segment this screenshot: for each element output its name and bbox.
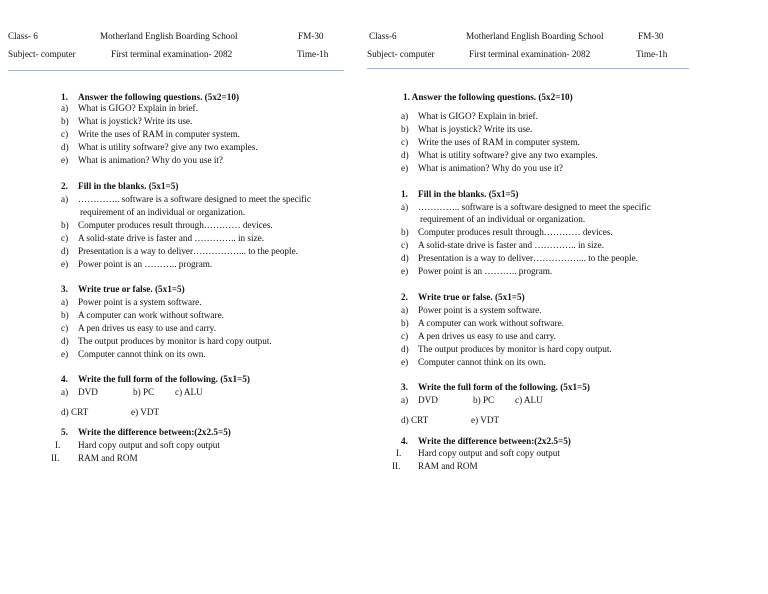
q2-title: Fill in the blanks. (5x1=5) [78, 181, 179, 191]
list-marker: c) [401, 331, 409, 341]
list-marker: c) [401, 137, 409, 147]
list-marker: a) [401, 202, 409, 212]
q4-title: Write the full form of the following. (5x1=5) [418, 382, 590, 392]
list-marker: a) [61, 297, 69, 307]
q2-title: Fill in the blanks. (5x1=5) [418, 189, 519, 199]
list-marker: e) [61, 259, 69, 269]
q4-number: 4. [61, 374, 68, 384]
q4-title: Write the full form of the following. (5x1=5) [78, 374, 250, 384]
full-marks: FM-30 [638, 31, 664, 41]
list-marker: b) [401, 318, 409, 328]
exam-title: First terminal examination- 2082 [469, 49, 591, 59]
question-item: What is joystick? Write its use. [418, 124, 533, 134]
blank-item: Computer produces result through………… devices. [418, 227, 613, 237]
q5-number: 5. [61, 427, 68, 437]
abbreviation-vdt: e) VDT [471, 415, 500, 425]
question-item: Write the uses of RAM in computer system. [418, 137, 580, 147]
time-label: Time-1h [297, 49, 329, 59]
abbreviation-dvd: DVD [418, 395, 438, 405]
question-item: What is animation? Why do you use it? [418, 163, 564, 173]
list-marker: a) [61, 103, 69, 113]
blank-item: Power point is an ……….. program. [418, 266, 553, 276]
abbreviation-pc: b) PC [473, 395, 495, 405]
blank-item: Presentation is a way to deliver……………... to the people. [78, 246, 298, 256]
difference-item: Hard copy output and soft copy output [78, 440, 220, 450]
q3-number: 3. [61, 284, 68, 294]
list-marker: b) [61, 310, 69, 320]
statement-item: A computer can work without software. [418, 318, 564, 328]
question-item: What is utility software? give any two examples. [418, 150, 598, 160]
list-marker: d) [401, 150, 409, 160]
list-marker: c) [61, 129, 69, 139]
exam-title: First terminal examination- 2082 [111, 49, 233, 59]
q5-title: Write the difference between:(2x2.5=5) [78, 427, 231, 437]
list-marker: d) [61, 336, 69, 346]
list-marker: a) [401, 395, 409, 405]
roman-marker: I. [55, 440, 61, 450]
list-marker: b) [61, 220, 69, 230]
school-name: Motherland English Boarding School [466, 31, 604, 41]
q5-title: Write the difference between:(2x2.5=5) [418, 436, 571, 446]
list-marker: e) [401, 266, 409, 276]
q3-number: 2. [401, 292, 408, 302]
subject-label: Subject- computer [367, 49, 435, 59]
header-divider [367, 68, 689, 69]
difference-item: Hard copy output and soft copy output [418, 448, 560, 458]
blank-item: ………….. software is a software designed to meet the specific [418, 202, 651, 212]
class-label: Class- 6 [8, 31, 38, 41]
abbreviation-crt: d) CRT [401, 415, 429, 425]
statement-item: A computer can work without software. [78, 310, 224, 320]
list-marker: b) [401, 227, 409, 237]
list-marker: b) [61, 116, 69, 126]
list-marker: a) [61, 194, 69, 204]
list-marker: d) [401, 344, 409, 354]
subject-label: Subject- computer [8, 49, 76, 59]
difference-item: RAM and ROM [418, 461, 478, 471]
list-marker: a) [401, 111, 409, 121]
statement-item: The output produces by monitor is hard copy output. [418, 344, 612, 354]
q1-number: 1. [61, 92, 68, 102]
blank-item: Presentation is a way to deliver……………... to the people. [418, 253, 638, 263]
difference-item: RAM and ROM [78, 453, 138, 463]
blank-item: Computer produces result through………… devices. [78, 220, 273, 230]
statement-item: Computer cannot think on its own. [78, 349, 206, 359]
blank-item: A solid-state drive is faster and ………….. in size. [418, 240, 605, 250]
blank-item-continued: requirement of an individual or organization. [80, 207, 246, 217]
q5-number: 4. [401, 436, 408, 446]
abbreviation-pc: b) PC [133, 387, 155, 397]
statement-item: Power point is a system software. [78, 297, 202, 307]
blank-item: ………….. software is a software designed to meet the specific [78, 194, 311, 204]
q1-title: Answer the following questions. (5x2=10) [78, 92, 240, 102]
school-name: Motherland English Boarding School [100, 31, 238, 41]
roman-marker: I. [396, 448, 402, 458]
statement-item: The output produces by monitor is hard copy output. [78, 336, 272, 346]
time-label: Time-1h [636, 49, 668, 59]
list-marker: c) [61, 233, 69, 243]
question-item: What is GIGO? Explain in brief. [418, 111, 538, 121]
header-divider [8, 70, 344, 71]
statement-item: Computer cannot think on its own. [418, 357, 546, 367]
q1-title: 1. Answer the following questions. (5x2=10) [403, 92, 573, 102]
full-marks: FM-30 [298, 31, 324, 41]
list-marker: d) [61, 142, 69, 152]
list-marker: c) [401, 240, 409, 250]
question-item: What is utility software? give any two examples. [78, 142, 258, 152]
list-marker: c) [61, 323, 69, 333]
q2-number: 2. [61, 181, 68, 191]
q3-title: Write true or false. (5x1=5) [418, 292, 525, 302]
statement-item: A pen drives us easy to use and carry. [418, 331, 556, 341]
list-marker: d) [401, 253, 409, 263]
question-item: Write the uses of RAM in computer system. [78, 129, 240, 139]
q2-number: 1. [401, 189, 408, 199]
abbreviation-alu: c) ALU [175, 387, 203, 397]
list-marker: b) [401, 124, 409, 134]
list-marker: e) [401, 163, 409, 173]
statement-item: A pen drives us easy to use and carry. [78, 323, 216, 333]
list-marker: e) [61, 155, 69, 165]
abbreviation-dvd: DVD [78, 387, 98, 397]
blank-item: A solid-state drive is faster and ………….. in size. [78, 233, 265, 243]
list-marker: e) [401, 357, 409, 367]
list-marker: a) [61, 387, 69, 397]
blank-item-continued: requirement of an individual or organization. [420, 214, 586, 224]
question-item: What is GIGO? Explain in brief. [78, 103, 198, 113]
abbreviation-alu: c) ALU [515, 395, 543, 405]
roman-marker: II. [51, 453, 60, 463]
question-item: What is joystick? Write its use. [78, 116, 193, 126]
statement-item: Power point is a system software. [418, 305, 542, 315]
abbreviation-crt: d) CRT [61, 407, 89, 417]
roman-marker: II. [392, 461, 401, 471]
class-label: Class-6 [369, 31, 397, 41]
blank-item: Power point is an ……….. program. [78, 259, 213, 269]
abbreviation-vdt: e) VDT [131, 407, 160, 417]
list-marker: e) [61, 349, 69, 359]
list-marker: a) [401, 305, 409, 315]
q4-number: 3. [401, 382, 408, 392]
question-item: What is animation? Why do you use it? [78, 155, 224, 165]
q3-title: Write true or false. (5x1=5) [78, 284, 185, 294]
list-marker: d) [61, 246, 69, 256]
